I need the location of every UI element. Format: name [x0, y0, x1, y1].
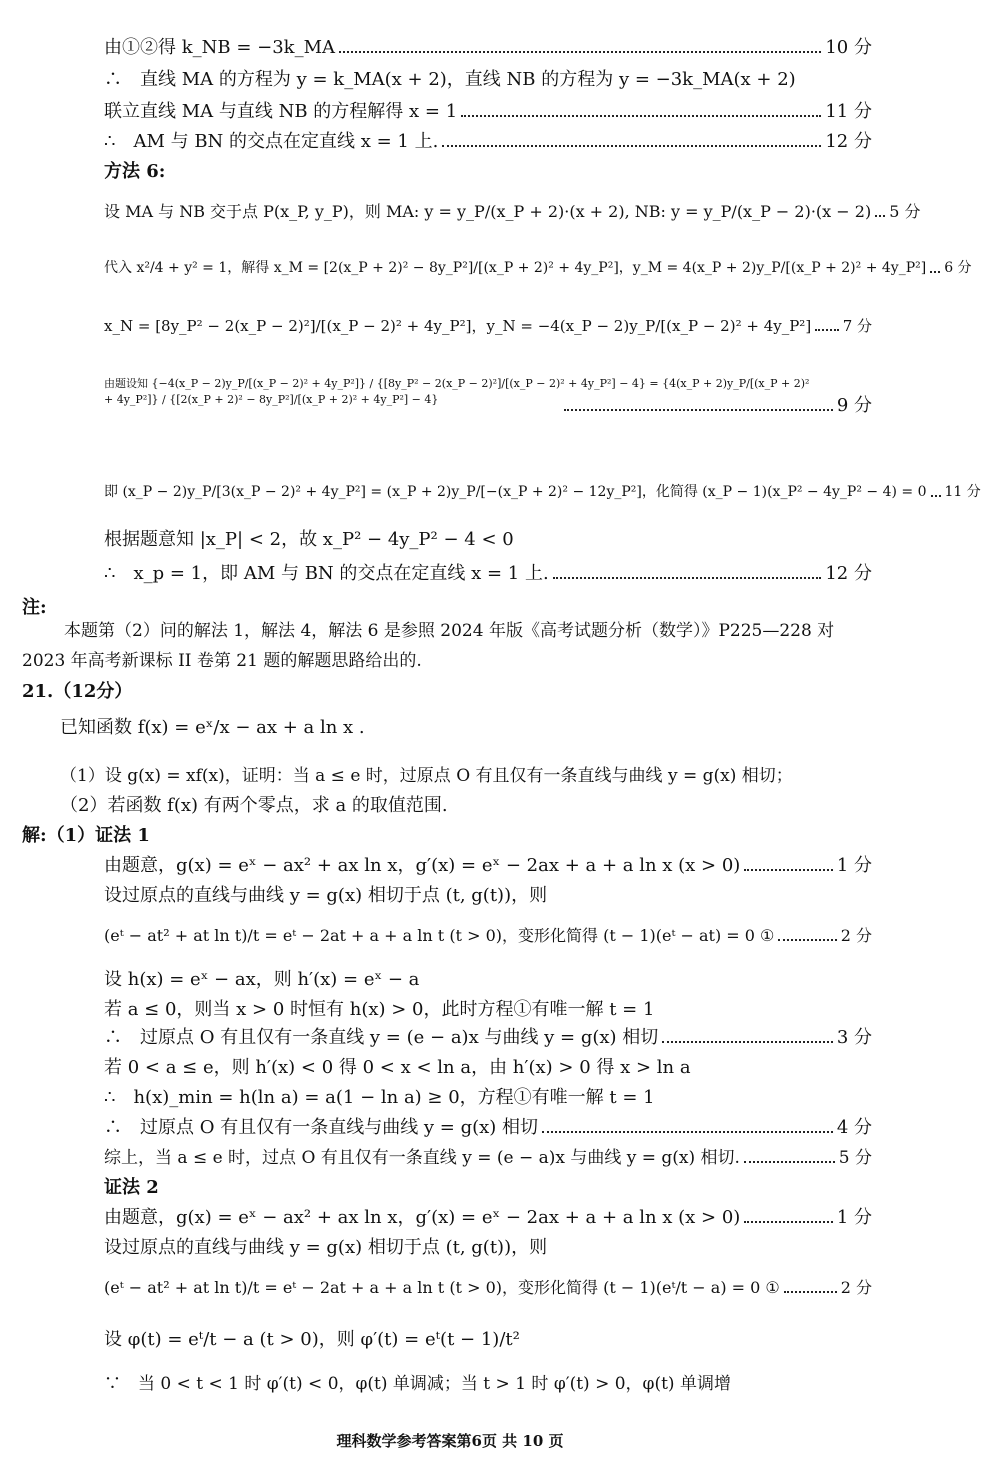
method-title: 方法 6:	[104, 161, 166, 182]
answer-text: 设 φ(t) = eᵗ/t − a (t > 0)，则 φ′(t) = eᵗ(t − 1)/t²	[104, 1329, 520, 1350]
answer-line	[104, 480, 981, 504]
answer-text: 由题意，g(x) = eˣ − ax² + ax ln x，g′(x) = eˣ − 2ax + a + a ln x (x > 0)	[104, 855, 741, 876]
answer-line	[104, 1276, 872, 1300]
answer-text: ∴ x_p = 1，即 AM 与 BN 的交点在定直线 x = 1 上.	[104, 563, 549, 584]
answer-line	[104, 1146, 872, 1170]
problem-part-2: （2）若函数 f(x) 有两个零点，求 a 的取值范围.	[60, 795, 448, 816]
leader-dots	[875, 215, 885, 217]
score-label: 9 分	[836, 395, 872, 416]
score-label: 6 分	[944, 260, 972, 276]
leader-dots	[662, 1041, 833, 1043]
leader-dots	[930, 271, 940, 273]
answer-text: 根据题意知 |x_P| < 2，故 x_P² − 4y_P² − 4 < 0	[104, 529, 514, 550]
answer-line	[104, 100, 872, 124]
leader-dots	[744, 869, 832, 871]
answer-text: 若 0 < a ≤ e，则 h′(x) < 0 得 0 < x < ln a，由 h′(x) > 0 得 x > ln a	[104, 1057, 691, 1078]
score-label: 4 分	[836, 1117, 872, 1138]
answer-text: (eᵗ − at² + at ln t)/t = eᵗ − 2at + a + a ln t (t > 0)，变形化简得 (t − 1)(eᵗ − at) = 0 ①	[104, 926, 775, 945]
method-heading	[104, 160, 872, 184]
leader-dots	[778, 939, 836, 941]
answer-text: 由题设知 {−4(x_P − 2)y_P/[(x_P − 2)² + 4y_P²]} / {[8y_P² − 2(x_P − 2)²]/[(x_P − 2)² + 4y_P²] − 4} = {4(x_P + 2)y_P/[(x_P + 2)² + 4y_P²]} / {[2(x_P + 2)² − 8y_P²]/[(x_P + 2)² + 4y_P²] − 4}	[104, 377, 810, 406]
answer-text: ∴ AM 与 BN 的交点在定直线 x = 1 上.	[104, 131, 439, 152]
leader-dots	[461, 115, 821, 117]
score-label: 12 分	[825, 563, 872, 584]
leader-dots	[815, 329, 839, 331]
answer-line	[104, 924, 872, 948]
score-label: 1 分	[836, 855, 872, 876]
score-label: 2 分	[840, 1278, 872, 1297]
score-label: 10 分	[825, 37, 872, 58]
leader-dots	[339, 51, 821, 53]
answer-line	[104, 1236, 872, 1260]
answer-text: 即 (x_P − 2)y_P/[3(x_P − 2)² + 4y_P²] = (x_P + 2)y_P/[−(x_P + 2)² − 12y_P²]，化简得 (x_P − 1)(x_P² − 4y_P² − 4) = 0	[104, 484, 927, 500]
score-line	[560, 394, 872, 418]
answer-line	[104, 314, 872, 338]
score-label: 12 分	[825, 131, 872, 152]
answer-text: 由①②得 k_NB = −3k_MA	[104, 37, 336, 58]
answer-text: 由题意，g(x) = eˣ − ax² + ax ln x，g′(x) = eˣ − 2ax + a + a ln x (x > 0)	[104, 1207, 741, 1228]
answer-text: ∴ 过原点 O 有且仅有一条直线与曲线 y = g(x) 相切	[104, 1117, 539, 1138]
score-label: 1 分	[836, 1207, 872, 1228]
answer-text: ∴ h(x)_min = h(ln a) = a(1 − ln a) ≥ 0，方程①有唯一解 t = 1	[104, 1087, 655, 1108]
answer-line	[104, 1056, 872, 1080]
leader-dots	[553, 577, 822, 579]
score-label: 3 分	[836, 1027, 872, 1048]
answer-text: 设 MA 与 NB 交于点 P(x_P, y_P)，则 MA: y = y_P/(x_P + 2)·(x + 2), NB: y = y_P/(x_P − 2)·(x − 2)	[104, 202, 872, 221]
answer-line	[104, 130, 872, 154]
answer-text: ∴ 直线 MA 的方程为 y = k_MA(x + 2)，直线 NB 的方程为 y = −3k_MA(x + 2)	[104, 69, 796, 90]
answer-line	[104, 1206, 872, 1230]
solution-heading: 解:（1）证法 1	[22, 825, 150, 846]
answer-line	[104, 968, 872, 992]
answer-text: 代入 x²/4 + y² = 1，解得 x_M = [2(x_P + 2)² − 8y_P²]/[(x_P + 2)² + 4y_P²]，y_M = 4(x_P + 2)y_P/[(x_P + 2)² + 4y_P²]	[104, 260, 927, 276]
answer-line	[104, 256, 972, 280]
leader-dots	[931, 495, 941, 497]
answer-line	[104, 528, 872, 552]
answer-line	[104, 200, 921, 224]
answer-text: x_N = [8y_P² − 2(x_P − 2)²]/[(x_P − 2)² + 4y_P²]，y_N = −4(x_P − 2)y_P/[(x_P − 2)² + 4y_P²]	[104, 317, 812, 335]
score-label: 7 分	[842, 317, 872, 335]
answer-line	[104, 562, 872, 586]
answer-line	[104, 1086, 872, 1110]
problem-heading: 21.（12分）	[22, 681, 133, 702]
leader-dots	[442, 145, 821, 147]
answer-text: 设 h(x) = eˣ − ax，则 h′(x) = eˣ − a	[104, 969, 420, 990]
answer-text: 设过原点的直线与曲线 y = g(x) 相切于点 (t, g(t))，则	[104, 885, 548, 906]
score-label: 11 分	[944, 484, 981, 500]
leader-dots	[744, 1161, 835, 1163]
note-label-text: 注:	[22, 597, 47, 618]
answer-line	[104, 36, 872, 60]
answer-text: ∵ 当 0 < t < 1 时 φ′(t) < 0，φ(t) 单调减；当 t > 1 时 φ′(t) > 0，φ(t) 单调增	[104, 1374, 731, 1394]
answer-line	[104, 1328, 872, 1352]
note-body: 本题第（2）问的解法 1，解法 4，解法 6 是参照 2024 年版《高考试题分析（数学）》P225—228 对 2023 年高考新课标 II 卷第 21 题的解题思路给出的.	[22, 621, 835, 671]
answer-line	[104, 854, 872, 878]
leader-dots	[744, 1221, 832, 1223]
answer-text: 综上，当 a ≤ e 时，过点 O 有且仅有一条直线 y = (e − a)x 与曲线 y = g(x) 相切.	[104, 1148, 740, 1168]
answer-text: ∴ 过原点 O 有且仅有一条直线 y = (e − a)x 与曲线 y = g(x) 相切	[104, 1027, 659, 1048]
answer-line	[104, 1026, 872, 1050]
leader-dots	[564, 409, 833, 411]
answer-line	[104, 1116, 872, 1140]
score-label: 5 分	[889, 202, 921, 221]
leader-dots	[784, 1291, 837, 1293]
score-label: 11 分	[825, 101, 872, 122]
answer-line	[104, 998, 872, 1022]
answer-line	[104, 68, 872, 92]
score-label: 2 分	[840, 926, 872, 945]
answer-text: 联立直线 MA 与直线 NB 的方程解得 x = 1	[104, 101, 458, 122]
method-title: 证法 2	[104, 1177, 159, 1198]
problem-statement: 已知函数 f(x) = eˣ/x − ax + a ln x .	[60, 717, 365, 738]
score-label: 5 分	[838, 1148, 872, 1168]
answer-line	[104, 884, 872, 908]
method-heading	[104, 1176, 872, 1200]
page-footer: 理科数学参考答案第6页 共 10 页	[336, 1432, 564, 1450]
leader-dots	[542, 1131, 833, 1133]
problem-part-1: （1）设 g(x) = xf(x)，证明：当 a ≤ e 时，过原点 O 有且仅有一条直线与曲线 y = g(x) 相切；	[60, 766, 793, 786]
answer-text: (eᵗ − at² + at ln t)/t = eᵗ − 2at + a + a ln t (t > 0)，变形化简得 (t − 1)(eᵗ/t − a) = 0 ①	[104, 1278, 780, 1297]
answer-text: 若 a ≤ 0，则当 x > 0 时恒有 h(x) > 0，此时方程①有唯一解 t = 1	[104, 999, 655, 1020]
answer-line	[104, 1372, 872, 1396]
answer-text: 设过原点的直线与曲线 y = g(x) 相切于点 (t, g(t))，则	[104, 1237, 548, 1258]
